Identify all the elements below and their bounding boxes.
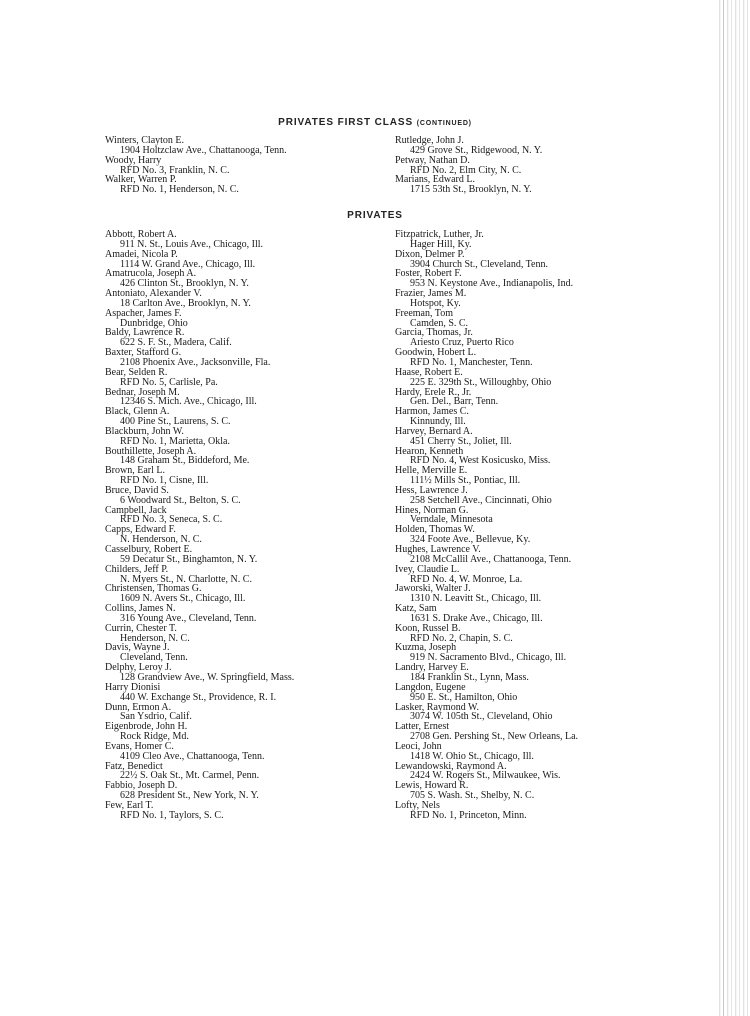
roster-entry: [395, 604, 578, 624]
heading-continued-text: (CONTINUED): [416, 120, 472, 127]
privates-left-column: [105, 230, 294, 821]
roster-entry: [395, 289, 578, 309]
soldier-name: Childers, Jeff P.: [105, 563, 169, 575]
soldier-name: Dunn, Ermon A.: [105, 701, 172, 713]
roster-entry: [395, 525, 578, 545]
soldier-address: RFD No. 1, Cisne, Ill.: [120, 475, 209, 487]
roster-entry: [105, 683, 294, 703]
soldier-name: Baxter, Stafford G.: [105, 347, 182, 359]
soldier-address: Hotspot, Ky.: [410, 297, 461, 309]
pfc-left-column: [105, 136, 287, 195]
section-heading-privates: [0, 210, 750, 221]
roster-entry: [105, 762, 294, 782]
soldier-address: 911 N. St., Louis Ave., Chicago, Ill.: [120, 238, 264, 250]
soldier-address: RFD No. 1, Taylors, S. C.: [120, 809, 224, 821]
roster-entry: [105, 309, 294, 329]
soldier-name: Freeman, Tom: [395, 307, 453, 319]
soldier-address: 1418 W. Ohio St., Chicago, Ill.: [410, 750, 534, 762]
soldier-address: 22½ S. Oak St., Mt. Carmel, Penn.: [120, 770, 260, 782]
roster-entry: [105, 388, 294, 408]
soldier-name: Collins, James N.: [105, 603, 176, 615]
soldier-name: Currin, Chester T.: [105, 622, 177, 634]
soldier-name: Goodwin, Hobert L.: [395, 347, 477, 359]
soldier-name: Bouthillette, Joseph A.: [105, 445, 197, 457]
roster-entry: [395, 545, 578, 565]
roster-entry: [395, 801, 578, 821]
soldier-name: Dixon, Delmer P.: [395, 248, 465, 260]
soldier-address: 3904 Church St., Cleveland, Tenn.: [410, 258, 548, 270]
soldier-address: 950 E. St., Hamilton, Ohio: [410, 691, 518, 703]
soldier-name: Hughes, Lawrence V.: [395, 544, 481, 555]
soldier-name: Fitzpatrick, Luther, Jr.: [395, 229, 484, 240]
soldier-name: Walker, Warren P.: [105, 174, 177, 186]
soldier-name: Baldy, Lawrence R.: [105, 327, 185, 339]
soldier-name: Evans, Homer C.: [105, 740, 174, 752]
soldier-name: Rutledge, John J.: [395, 135, 464, 146]
pfc-right-column: [395, 136, 542, 195]
roster-entry: [395, 156, 542, 176]
roster-entry: [105, 269, 294, 289]
soldier-address: 1904 Holtzclaw Ave., Chattanooga, Tenn.: [120, 144, 287, 156]
soldier-address: RFD No. 5, Carlisle, Pa.: [120, 376, 218, 388]
roster-entry: [105, 663, 294, 683]
soldier-address: 440 W. Exchange St., Providence, R. I.: [120, 691, 277, 703]
soldier-address: 451 Cherry St., Joliet, Ill.: [410, 435, 512, 447]
soldier-address: 2708 Gen. Pershing St., New Orleans, La.: [410, 731, 579, 743]
soldier-name: Fabbio, Joseph D.: [105, 780, 178, 792]
roster-entry: [105, 427, 294, 447]
roster-entry: [395, 703, 578, 723]
soldier-address: RFD No. 4, West Kosicusko, Miss.: [410, 455, 551, 467]
soldier-name: Fatz, Benedict: [105, 760, 163, 772]
roster-entry: [105, 801, 294, 821]
soldier-address: 59 Decatur St., Binghamton, N. Y.: [120, 553, 258, 565]
book-spine-edge: [716, 0, 750, 1016]
soldier-address: N. Henderson, N. C.: [120, 534, 202, 546]
soldier-address: RFD No. 2, Chapin, S. C.: [410, 632, 513, 644]
roster-entry: [395, 136, 542, 156]
soldier-address: 2108 Phoenix Ave., Jacksonville, Fla.: [120, 356, 271, 368]
roster-entry: [105, 250, 294, 270]
soldier-address: 3074 W. 105th St., Cleveland, Ohio: [410, 711, 553, 723]
roster-entry: [395, 388, 578, 408]
roster-entry: [105, 175, 287, 195]
soldier-address: 426 Clinton St., Brooklyn, N. Y.: [120, 278, 249, 290]
roster-entry: [395, 447, 578, 467]
soldier-name: Lofty, Nels: [395, 799, 440, 811]
roster-entry: [395, 175, 542, 195]
soldier-address: 1631 S. Drake Ave., Chicago, Ill.: [410, 612, 543, 624]
roster-entry: [395, 781, 578, 801]
soldier-name: Bruce, David S.: [105, 484, 169, 496]
section-heading-pfc: [0, 117, 750, 128]
soldier-address: 2108 McCallil Ave., Chattanooga, Tenn.: [410, 553, 572, 565]
soldier-name: Delphy, Leroy J.: [105, 662, 172, 674]
roster-entry: [395, 368, 578, 388]
roster-entry: [395, 565, 578, 585]
soldier-address: San Ysdrio, Calif.: [120, 711, 192, 723]
roster-entry: [105, 328, 294, 348]
soldier-address: 225 E. 329th St., Willoughby, Ohio: [410, 376, 552, 388]
soldier-name: Harmon, James C.: [395, 406, 469, 418]
soldier-name: Petway, Nathan D.: [395, 154, 470, 166]
soldier-name: Haase, Robert E.: [395, 366, 463, 378]
roster-entry: [395, 506, 578, 526]
roster-entry: [395, 348, 578, 368]
soldier-address: 1609 N. Avers St., Chicago, Ill.: [120, 593, 246, 605]
roster-entry: [395, 643, 578, 663]
soldier-address: Dunbridge, Ohio: [120, 317, 188, 329]
soldier-name: Bear, Selden R.: [105, 366, 168, 378]
soldier-name: Foster, Robert F.: [395, 268, 462, 280]
roster-entry: [395, 427, 578, 447]
soldier-name: Latter, Ernest: [395, 721, 450, 733]
soldier-address: Ariesto Cruz, Puerto Rico: [410, 337, 514, 349]
roster-entry: [105, 368, 294, 388]
roster-entry: [395, 250, 578, 270]
soldier-name: Bednar, Joseph M.: [105, 386, 180, 398]
soldier-address: 400 Pine St., Laurens, S. C.: [120, 416, 231, 428]
soldier-name: Winters, Clayton E.: [105, 135, 185, 146]
soldier-address: RFD No. 1, Henderson, N. C.: [120, 184, 239, 196]
soldier-address: Camden, S. C.: [410, 317, 469, 329]
soldier-address: N. Myers St., N. Charlotte, N. C.: [120, 573, 252, 585]
soldier-name: Blackburn, John W.: [105, 425, 184, 437]
soldier-address: 128 Grandview Ave., W. Springfield, Mass.: [120, 671, 295, 683]
soldier-address: 1715 53th St., Brooklyn, N. Y.: [410, 184, 532, 196]
roster-entry: [105, 230, 294, 250]
soldier-address: Hager Hill, Ky.: [410, 238, 472, 250]
soldier-address: 1114 W. Grand Ave., Chicago, Ill.: [120, 258, 256, 270]
soldier-name: Kuzma, Joseph: [395, 642, 457, 654]
roster-entry: [395, 486, 578, 506]
soldier-name: Helle, Merville E.: [395, 465, 468, 477]
soldier-name: Campbell, Jack: [105, 504, 167, 516]
soldier-name: Garcia, Thomas, Jr.: [395, 327, 473, 339]
heading-privates-text: PRIVATES: [347, 210, 403, 221]
roster-entry: [105, 506, 294, 526]
soldier-address: 148 Graham St., Biddeford, Me.: [120, 455, 250, 467]
roster-entry: [105, 624, 294, 644]
roster-entry: [105, 136, 287, 156]
roster-entry: [395, 742, 578, 762]
soldier-address: 111½ Mills St., Pontiac, Ill.: [410, 475, 521, 487]
soldier-address: RFD No. 2, Elm City, N. C.: [410, 164, 522, 176]
soldier-address: 18 Carlton Ave., Brooklyn, N. Y.: [120, 297, 251, 309]
roster-entry: [395, 269, 578, 289]
soldier-name: Christensen, Thomas G.: [105, 583, 202, 595]
roster-entry: [395, 309, 578, 329]
soldier-address: 953 N. Keystone Ave., Indianapolis, Ind.: [410, 278, 574, 290]
soldier-address: 622 S. F. St., Madera, Calif.: [120, 337, 232, 349]
soldier-address: Rock Ridge, Md.: [120, 731, 189, 743]
roster-entry: [395, 328, 578, 348]
soldier-address: 258 Setchell Ave., Cincinnati, Ohio: [410, 494, 552, 506]
soldier-name: Hines, Norman G.: [395, 504, 469, 516]
roster-entry: [105, 643, 294, 663]
soldier-name: Few, Earl T.: [105, 799, 154, 811]
roster-entry: [395, 466, 578, 486]
roster-entry: [105, 584, 294, 604]
soldier-address: RFD No. 4, W. Monroe, La.: [410, 573, 523, 585]
page-edge-line: [723, 0, 724, 1016]
soldier-address: Cleveland, Tenn.: [120, 652, 188, 664]
roster-entry: [105, 703, 294, 723]
roster-entry: [105, 486, 294, 506]
soldier-name: Capps, Edward F.: [105, 524, 176, 536]
soldier-name: Black, Glenn A.: [105, 406, 170, 418]
soldier-name: Abbott, Robert A.: [105, 229, 177, 240]
roster-entry: [105, 156, 287, 176]
soldier-address: RFD No. 3, Franklin, N. C.: [120, 164, 230, 176]
soldier-name: Frazier, James M.: [395, 288, 467, 300]
soldier-name: Hess, Lawrence J.: [395, 484, 468, 496]
heading-pfc-text: PRIVATES FIRST CLASS: [278, 117, 414, 128]
soldier-address: 12346 S. Mich. Ave., Chicago, Ill.: [120, 396, 257, 408]
soldier-name: Lasker, Raymond W.: [395, 701, 480, 713]
roster-entry: [105, 466, 294, 486]
privates-right-column: [395, 230, 578, 821]
roster-entry: [105, 722, 294, 742]
soldier-name: Woody, Harry: [105, 154, 162, 166]
soldier-address: 429 Grove St., Ridgewood, N. Y.: [410, 144, 543, 156]
roster-entry: [395, 663, 578, 683]
roster-entry: [105, 447, 294, 467]
soldier-name: Hardy, Erele R., Jr.: [395, 386, 472, 398]
roster-entry: [105, 348, 294, 368]
roster-entry: [105, 545, 294, 565]
soldier-name: Davis, Wayne J.: [105, 642, 170, 654]
soldier-name: Jaworski, Walter J.: [395, 583, 471, 595]
roster-entry: [105, 565, 294, 585]
soldier-name: Langdon, Eugene: [395, 681, 466, 693]
soldier-name: Amadei, Nicola P.: [105, 248, 178, 260]
soldier-name: Lewis, Howard R.: [395, 780, 469, 792]
soldier-name: Harvey, Bernard A.: [395, 425, 473, 437]
soldier-address: 6 Woodward St., Belton, S. C.: [120, 494, 241, 506]
soldier-name: Landry, Harvey E.: [395, 662, 469, 674]
soldier-address: RFD No. 1, Princeton, Minn.: [410, 809, 527, 821]
soldier-address: RFD No. 3, Seneca, S. C.: [120, 514, 223, 526]
soldier-address: Henderson, N. C.: [120, 632, 190, 644]
roster-entry: [395, 762, 578, 782]
soldier-name: Antoniato, Alexander V.: [105, 288, 202, 300]
roster-entry: [105, 407, 294, 427]
soldier-address: 184 Franklin St., Lynn, Mass.: [410, 671, 529, 683]
soldier-name: Brown, Earl L.: [105, 465, 165, 477]
soldier-name: Ivey, Claudie L.: [395, 563, 460, 575]
soldier-address: Gen. Del., Barr, Tenn.: [410, 396, 499, 408]
soldier-address: RFD No. 1, Marietta, Okla.: [120, 435, 230, 447]
soldier-address: 316 Young Ave., Cleveland, Tenn.: [120, 612, 257, 624]
soldier-name: Eigenbrode, John H.: [105, 721, 188, 733]
soldier-address: Verndale, Minnesota: [410, 514, 493, 526]
soldier-address: 919 N. Sacramento Blvd., Chicago, Ill.: [410, 652, 567, 664]
soldier-address: 324 Foote Ave., Bellevue, Ky.: [410, 534, 531, 546]
roster-entry: [105, 604, 294, 624]
roster-entry: [105, 781, 294, 801]
soldier-address: RFD No. 1, Manchester, Tenn.: [410, 356, 533, 368]
roster-entry: [395, 624, 578, 644]
roster-entry: [105, 525, 294, 545]
soldier-name: Harry Dionisi: [105, 681, 161, 693]
roster-entry: [395, 584, 578, 604]
roster-entry: [395, 407, 578, 427]
roster-entry: [105, 742, 294, 762]
soldier-address: 4109 Cleo Ave., Chattanooga, Tenn.: [120, 750, 265, 762]
soldier-address: 1310 N. Leavitt St., Chicago, Ill.: [410, 593, 542, 605]
soldier-name: Lewandowski, Raymond A.: [395, 760, 507, 772]
roster-entry: [395, 683, 578, 703]
roster-entry: [395, 230, 578, 250]
soldier-name: Hearon, Kenneth: [395, 445, 464, 457]
soldier-name: Holden, Thomas W.: [395, 524, 475, 536]
roster-entry: [395, 722, 578, 742]
soldier-name: Amatrucola, Joseph A.: [105, 268, 197, 280]
soldier-name: Katz, Sam: [395, 603, 437, 615]
soldier-name: Marians, Edward L.: [395, 174, 475, 186]
soldier-name: Leoci, John: [395, 740, 442, 752]
soldier-address: 628 President St., New York, N. Y.: [120, 790, 259, 802]
soldier-name: Casselbury, Robert E.: [105, 544, 193, 555]
soldier-address: 2424 W. Rogers St., Milwaukee, Wis.: [410, 770, 561, 782]
roster-entry: [105, 289, 294, 309]
soldier-name: Koon, Russel B.: [395, 622, 461, 634]
soldier-address: Kinnundy, Ill.: [410, 416, 466, 428]
soldier-name: Aspacher, James F.: [105, 307, 182, 319]
soldier-address: 705 S. Wash. St., Shelby, N. C.: [410, 790, 535, 802]
